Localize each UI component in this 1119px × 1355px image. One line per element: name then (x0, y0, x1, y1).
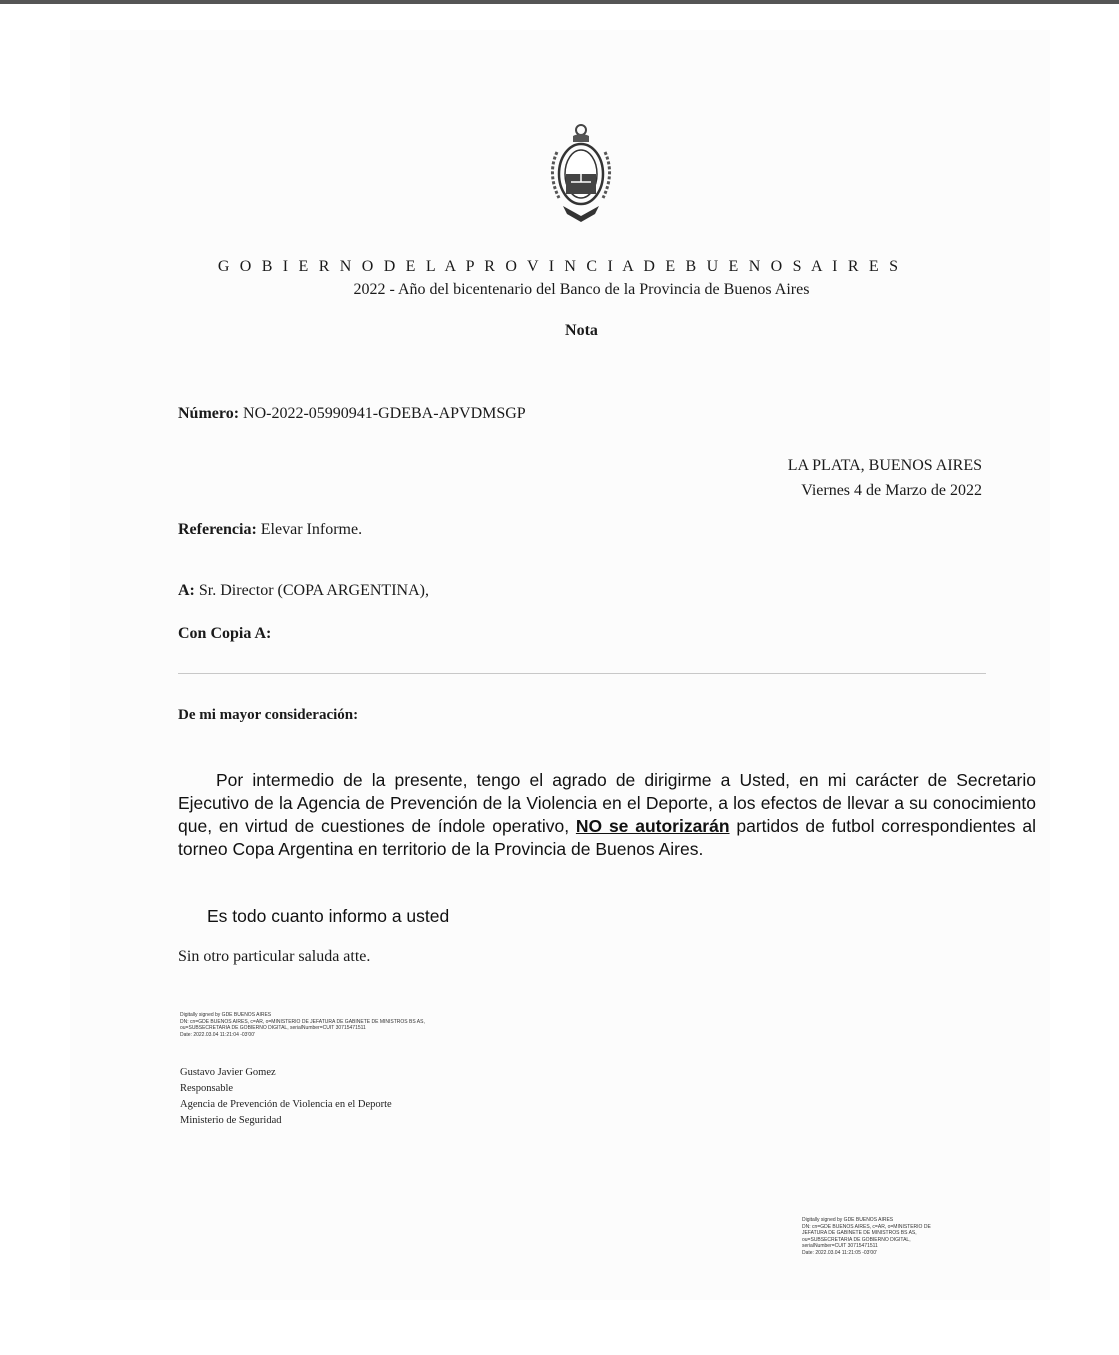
recipient-label: A: (178, 582, 195, 599)
cc-label: Con Copia A: (178, 625, 272, 642)
digital-signature-block-footer (802, 1217, 931, 1256)
separator-line (178, 673, 986, 674)
coat-of-arms-emblem (545, 122, 617, 226)
signature-line: JEFATURA DE GABINETE DE MINISTROS BS AS, (802, 1230, 917, 1236)
signature-line: DN: cn=GDE BUENOS AIRES, c=AR, o=MINISTERIO DE (802, 1223, 931, 1230)
paragraph-end: partidos de futbol correspondientes al torneo Copa Argentina en territorio de la Provincia de Buenos Aires. (178, 816, 1036, 859)
signer-block (180, 1065, 392, 1129)
year-motto: 2022 - Año del bicentenario del Banco de la Provincia de Buenos Aires (353, 281, 810, 298)
signature-line: ou=SUBSECRETARIA DE GOBIERNO DIGITAL, (802, 1236, 911, 1243)
reference (178, 521, 362, 539)
signature-line: Date: 2022.03.04 11:21:04 -03'00' (180, 1031, 255, 1038)
signer-agency: Agencia de Prevención de Violencia en el Deporte (180, 1099, 392, 1110)
government-header: G O B I E R N O D E L A P R O V I N C I A D E B U E N O S A I R E S (217, 258, 902, 275)
referencia-value: Elevar Informe. (260, 521, 363, 538)
signer-role: Responsable (180, 1083, 234, 1094)
closing-line: Sin otro particular saluda atte. (178, 948, 371, 965)
greeting: De mi mayor consideración: (178, 707, 359, 723)
signature-line: Digitally signed by GDE BUENOS AIRES (180, 1012, 272, 1018)
informo-line: Es todo cuanto informo a usted (207, 906, 450, 926)
signature-line: ou=SUBSECRETARIA DE GOBIERNO DIGITAL, serialNumber=CUIT 30715471511 (180, 1025, 366, 1031)
signature-line: serialNumber=CUIT 30715471511 (802, 1243, 878, 1249)
signer-ministry: Ministerio de Seguridad (180, 1115, 282, 1126)
place: LA PLATA, BUENOS AIRES (787, 457, 982, 474)
body-paragraph (178, 769, 1036, 861)
window-top-border (0, 0, 1119, 4)
signature-line: Digitally signed by GDE BUENOS AIRES (802, 1217, 894, 1223)
signature-line: DN: cn=GDE BUENOS AIRES, c=AR, o=MINISTERIO DE JEFATURA DE GABINETE DE MINISTROS BS AS, (180, 1018, 425, 1025)
numero-value: NO-2022-05990941-GDEBA-APVDMSGP (243, 405, 526, 422)
signature-line: Date: 2022.03.04 11:21:05 -03'00' (802, 1249, 877, 1256)
date: Viernes 4 de Marzo de 2022 (801, 482, 982, 499)
referencia-label: Referencia: (178, 521, 257, 538)
recipient-value: Sr. Director (COPA ARGENTINA), (198, 582, 429, 599)
paragraph-start: Por intermedio de la presente, tengo el agrado de dirigirme a Usted, en mi carácter de Secretario Ejecutivo de la Agencia de Prevención de la Violencia en el Deporte, a los efectos de llevar a su conocimiento que, en virtud de cuestiones de índole operativo, (178, 770, 1036, 836)
digital-signature-block (180, 1012, 425, 1038)
paragraph-emphasis: NO se autorizarán (575, 816, 730, 836)
numero-label: Número: (178, 405, 240, 422)
signer-name: Gustavo Javier Gomez (180, 1067, 276, 1078)
recipient (178, 582, 429, 600)
document-type: Nota (565, 322, 598, 339)
document-number (178, 405, 526, 423)
place-and-date (788, 453, 982, 503)
